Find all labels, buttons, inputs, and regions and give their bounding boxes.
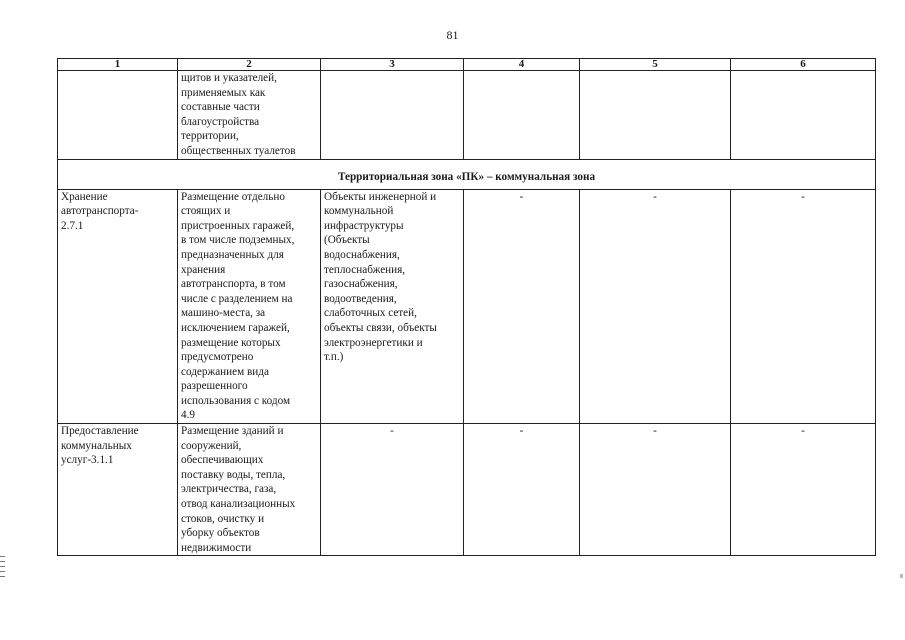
permitted-use-description: Размещение отдельно стоящих и пристроенных гаражей, в том числе подземных, предназначенных для хранения автотранспорта, в том числе с разделением на машино-места, за исключением гаражей, размещение которых предусмотрено содержанием вида разрешенного использования с кодом 4.9 <box>178 189 321 424</box>
table-cell: - <box>580 189 731 424</box>
table-cell <box>580 71 731 160</box>
column-header-3: 3 <box>321 59 464 71</box>
column-header-1: 1 <box>58 59 178 71</box>
page-number: 81 <box>446 28 459 42</box>
permitted-use-description: Размещение зданий и сооружений, обеспечивающих поставку воды, тепла, электричества, газа, отвод канализационных стоков, очистку и уборку объектов недвижимости <box>178 424 321 556</box>
table-cell <box>731 71 876 160</box>
scan-edge-mark <box>0 571 5 572</box>
scan-edge-mark <box>0 576 5 577</box>
column-header-6: 6 <box>731 59 876 71</box>
table-cell <box>464 71 580 160</box>
table-cell: щитов и указателей, применяемых как составные части благоустройства территории, общественных туалетов <box>178 71 321 160</box>
permitted-use-name: Хранение автотранспорта- 2.7.1 <box>58 189 178 424</box>
table-cell <box>58 71 178 160</box>
scan-edge-marks <box>0 556 6 581</box>
scan-edge-mark <box>0 556 5 557</box>
zone-title: Территориальная зона «ПК» – коммунальная зона <box>58 159 876 189</box>
column-header-5: 5 <box>580 59 731 71</box>
table-cell: - <box>464 424 580 556</box>
table-header-row <box>58 59 876 71</box>
column-header-2: 2 <box>178 59 321 71</box>
scan-edge-mark <box>0 561 5 562</box>
zone-title-row <box>58 159 876 189</box>
table-cell: - <box>580 424 731 556</box>
table-cell <box>321 71 464 160</box>
scan-edge-mark <box>0 566 5 567</box>
table-cell: - <box>731 424 876 556</box>
table-cell: - <box>464 189 580 424</box>
table-row-continuation <box>58 71 876 160</box>
column-header-4: 4 <box>464 59 580 71</box>
zoning-table <box>57 58 876 556</box>
table-cell: - <box>731 189 876 424</box>
table-cell: - <box>321 424 464 556</box>
table-cell: Объекты инженерной и коммунальной инфраструктуры (Объекты водоснабжения, теплоснабжения, газоснабжения, водоотведения, слаботочных сетей, объекты связи, объекты электроэнергетики и т.п.) <box>321 189 464 424</box>
table-row <box>58 424 876 556</box>
permitted-use-name: Предоставление коммунальных услуг-3.1.1 <box>58 424 178 556</box>
scan-edge-mark <box>900 574 903 578</box>
table-row <box>58 189 876 424</box>
